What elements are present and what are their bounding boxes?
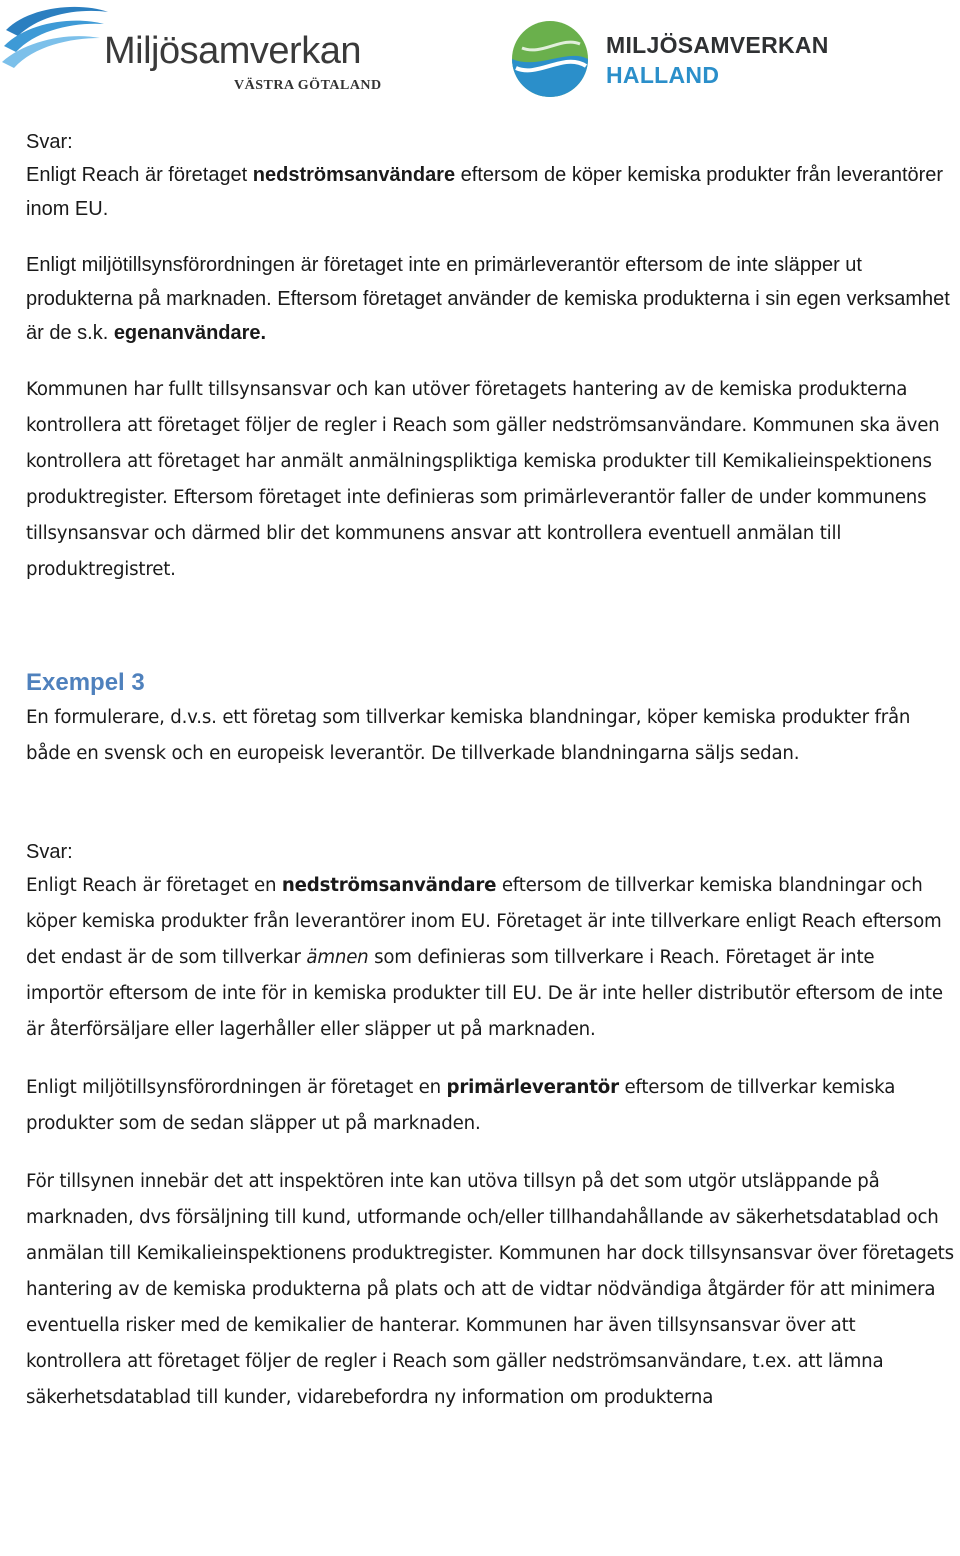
- text: som definieras som tillverkare i Reach. Företaget är inte importör eftersom de inte för in kemiska produkter till EU. De är inte heller distributör eftersom de inte är återförsäljare eller lagerhåller eller släpper ut på marknaden.: [26, 947, 943, 1040]
- swoosh-logo-icon: [0, 2, 110, 74]
- page-header: [0, 0, 960, 110]
- example-text: En formulerare, d.v.s. ett företag som tillverkar kemiska blandningar, köper kemiska produkter från både en svensk och en europeisk leverantör. De tillverkade blandningarna säljs sedan.: [26, 707, 911, 764]
- text: Enligt miljötillsynsförordningen är företaget inte en primärleverantör eftersom de inte släpper ut produkterna på marknaden. Eftersom företaget använder de kemiska produkterna i sin egen verksamhet är de s.k.: [26, 254, 950, 344]
- logo-right-subtitle: HALLAND: [606, 62, 720, 88]
- example-heading: Exempel 3: [26, 669, 145, 696]
- miljosamverkan-halland-logo: [508, 18, 868, 102]
- bold-term: nedströmsanvändare: [252, 164, 456, 186]
- section1-paragraph-2: [26, 248, 956, 350]
- text: eftersom de tillverkar kemiska blandningar och köper kemiska produkter från leverantörer inom EU. Företaget är inte tillverkare enligt Reach eftersom det endast är de som tillverkar: [26, 875, 942, 968]
- text: eftersom de köper kemiska produkter från leverantörer inom EU.: [26, 164, 944, 220]
- bold-term: nedströmsanvändare: [281, 875, 497, 896]
- text: Enligt Reach är företaget: [26, 164, 253, 186]
- section2-paragraph-1: [26, 868, 956, 1048]
- circle-emblem-icon: [508, 18, 594, 100]
- logo-right-title: MILJÖSAMVERKAN: [606, 32, 829, 58]
- section1-paragraph-3: Kommunen har fullt tillsynsansvar och kan utöver företagets hantering av de kemiska produkterna kontrollera att företaget följer de regler i Reach som gäller nedströmsanvändare. Kommunen ska även kontrollera att företaget har anmält anmälningspliktiga kemiska produkter till Kemikalieinspektionens produktregister. Eftersom företaget inte definieras som primärleverantör faller de under kommunens tillsynsansvar och därmed blir det kommunens ansvar att kontrollera eventuell anmälan till produktregistret.: [26, 379, 940, 580]
- text: Enligt miljötillsynsförordningen är företaget en: [26, 1077, 447, 1098]
- section1-paragraph-1: [26, 158, 956, 226]
- answer-label: Svar:: [26, 841, 73, 863]
- logo-left-name: Miljösamverkan: [104, 30, 361, 72]
- miljosamverkan-vastra-gotaland-logo: [0, 0, 400, 100]
- bold-term: primärleverantör: [446, 1077, 619, 1098]
- section2-paragraph-3: För tillsynen innebär det att inspektören inte kan utöva tillsyn på det som utgör utsläppande på marknaden, dvs försäljning till kund, utformande och/eller tillhandahållande av säkerhetsdatablad och anmälan till Kemikalieinspektionens produktregister. Kommunen har dock tillsynsansvar över företagets hantering av de kemiska produkterna på plats och att de vidtar nödvändiga åtgärder för att minimera eventuella risker med de kemikalier de hanterar. Kommunen har även tillsynsansvar över att kontrollera att företaget följer de regler i Reach som gäller nedströmsanvändare, t.ex. att lämna säkerhetsdatablad till kunder, vidarebefordra ny information om produkterna: [26, 1171, 954, 1408]
- document-body: [26, 126, 956, 1416]
- section2-paragraph-2: [26, 1070, 956, 1142]
- italic-term: ämnen: [306, 947, 369, 968]
- bold-term: egenanvändare.: [113, 322, 267, 344]
- text: Enligt Reach är företaget en: [26, 875, 282, 896]
- text: eftersom de tillverkar kemiska produkter som de sedan släpper ut på marknaden.: [26, 1077, 896, 1134]
- answer-label: Svar:: [26, 131, 73, 153]
- logo-left-region: VÄSTRA GÖTALAND: [234, 78, 382, 93]
